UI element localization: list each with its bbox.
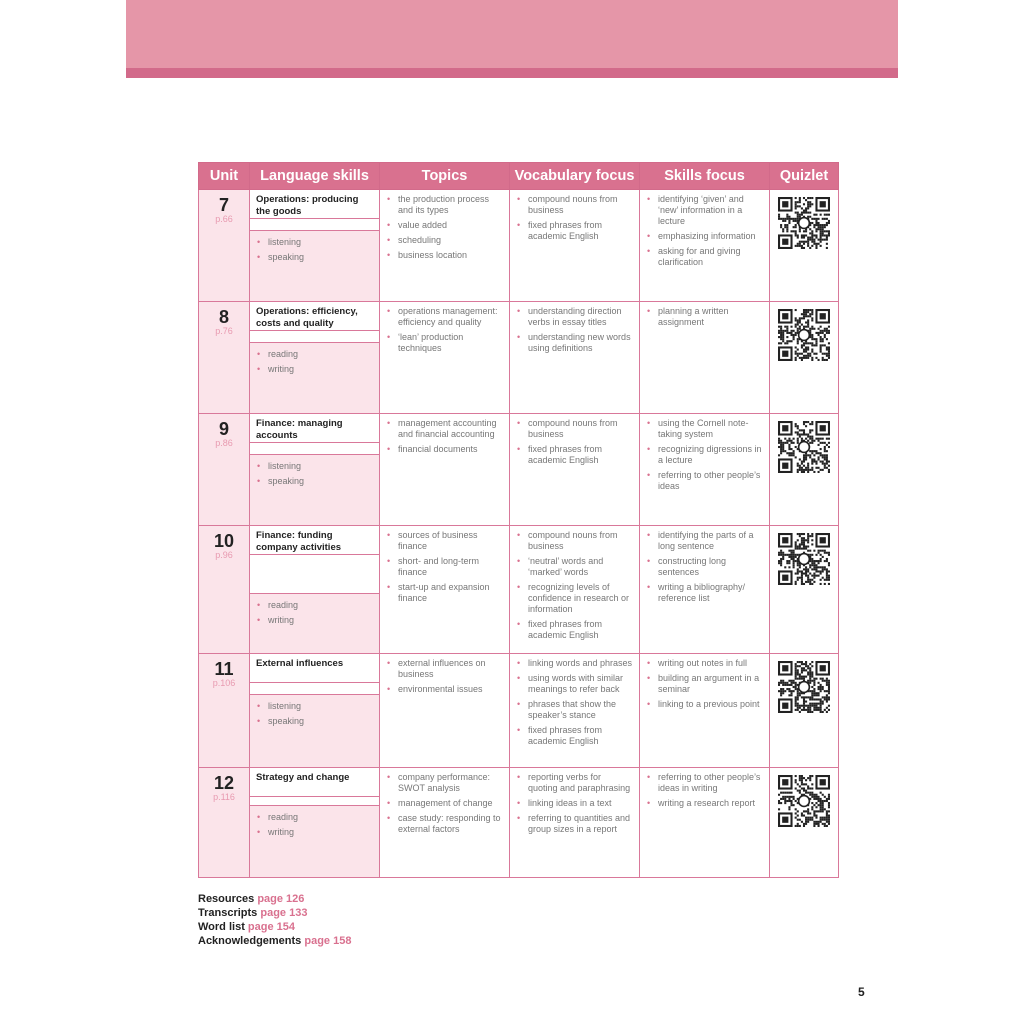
unit-row bbox=[199, 302, 839, 414]
skills-focus-item: • referring to other people’s ideas in writing bbox=[646, 772, 763, 794]
resources-list bbox=[198, 892, 351, 948]
skills-block bbox=[250, 231, 379, 273]
vocabulary-cell bbox=[510, 768, 640, 878]
unit-cell bbox=[199, 526, 250, 654]
skills-focus-item-list bbox=[640, 654, 769, 710]
vocabulary-item: • fixed phrases from academic English bbox=[516, 725, 633, 747]
quizlet-cell bbox=[770, 768, 839, 878]
skills-focus-item: • writing a research report bbox=[646, 798, 763, 809]
skill-item: • reading bbox=[256, 349, 373, 360]
resource-label: Word list bbox=[198, 921, 245, 933]
skills-focus-item-list bbox=[640, 526, 769, 604]
vocabulary-item-list bbox=[510, 526, 639, 641]
vocabulary-item: • recognizing levels of confidence in research or information bbox=[516, 582, 633, 615]
header-vocabulary-focus: Vocabulary focus bbox=[510, 163, 640, 190]
resource-page-link[interactable]: page 158 bbox=[304, 935, 352, 947]
skill-item-list bbox=[256, 237, 373, 263]
unit-page-ref: p.76 bbox=[215, 326, 233, 336]
topic-item-list bbox=[380, 190, 509, 261]
topic-item: • external influences on business bbox=[386, 658, 503, 680]
topic-item: • management accounting and financial accounting bbox=[386, 418, 503, 440]
language-skills-cell bbox=[250, 302, 380, 414]
topic-item: • case study: responding to external factors bbox=[386, 813, 503, 835]
skill-item: • listening bbox=[256, 237, 373, 248]
resource-label: Transcripts bbox=[198, 907, 258, 919]
skill-item-list bbox=[256, 701, 373, 727]
vocabulary-item: • compound nouns from business bbox=[516, 418, 633, 440]
topic-item-list bbox=[380, 414, 509, 455]
skill-item: • listening bbox=[256, 461, 373, 472]
resource-page-link[interactable]: page 126 bbox=[257, 893, 305, 905]
topic-item: • the production process and its types bbox=[386, 194, 503, 216]
vocabulary-item: • linking words and phrases bbox=[516, 658, 633, 669]
skills-focus-item-list bbox=[640, 190, 769, 268]
skills-focus-item: • identifying the parts of a long sentence bbox=[646, 530, 763, 552]
unit-row bbox=[199, 526, 839, 654]
topics-cell bbox=[380, 414, 510, 526]
language-skills-cell bbox=[250, 414, 380, 526]
skills-focus-item: • planning a written assignment bbox=[646, 306, 763, 328]
skills-focus-cell bbox=[640, 768, 770, 878]
skills-focus-item: • referring to other people’s ideas bbox=[646, 470, 763, 492]
unit-cell bbox=[199, 414, 250, 526]
quizlet-cell bbox=[770, 302, 839, 414]
quizlet-cell bbox=[770, 526, 839, 654]
skills-focus-item-list bbox=[640, 768, 769, 809]
resource-label: Resources bbox=[198, 893, 255, 905]
skills-focus-item: • using the Cornell note-taking system bbox=[646, 418, 763, 440]
quizlet-cell bbox=[770, 414, 839, 526]
resource-page-link[interactable]: page 133 bbox=[260, 907, 308, 919]
vocabulary-item: • reporting verbs for quoting and paraphrasing bbox=[516, 772, 633, 794]
unit-title: Finance: managing accounts bbox=[250, 414, 379, 443]
vocabulary-item: • understanding direction verbs in essay titles bbox=[516, 306, 633, 328]
language-skills-cell bbox=[250, 190, 380, 302]
qr-code-icon[interactable] bbox=[778, 533, 830, 585]
resource-line bbox=[198, 920, 351, 934]
topics-cell bbox=[380, 654, 510, 768]
unit-title: Operations: producing the goods bbox=[250, 190, 379, 219]
skill-item: • speaking bbox=[256, 252, 373, 263]
unit-title: Finance: funding company activities bbox=[250, 526, 379, 555]
vocabulary-item: • phrases that show the speaker’s stance bbox=[516, 699, 633, 721]
resource-line bbox=[198, 892, 351, 906]
unit-number: 11 bbox=[214, 659, 234, 679]
vocabulary-item: • linking ideas in a text bbox=[516, 798, 633, 809]
unit-number: 10 bbox=[213, 531, 235, 551]
resource-line bbox=[198, 934, 351, 948]
unit-cell bbox=[199, 654, 250, 768]
header-topics: Topics bbox=[380, 163, 510, 190]
topic-item: • financial documents bbox=[386, 444, 503, 455]
unit-number: 7 bbox=[218, 195, 229, 215]
topic-item-list bbox=[380, 654, 509, 695]
quizlet-cell bbox=[770, 190, 839, 302]
topic-item: • start-up and expansion finance bbox=[386, 582, 503, 604]
vocabulary-item-list bbox=[510, 414, 639, 466]
topic-item: • scheduling bbox=[386, 235, 503, 246]
skills-focus-cell bbox=[640, 190, 770, 302]
topic-item: • value added bbox=[386, 220, 503, 231]
header-stripe bbox=[126, 68, 898, 78]
skills-focus-item: • building an argument in a seminar bbox=[646, 673, 763, 695]
vocabulary-item: • using words with similar meanings to refer back bbox=[516, 673, 633, 695]
topic-item: • sources of business finance bbox=[386, 530, 503, 552]
unit-cell bbox=[199, 302, 250, 414]
vocabulary-cell bbox=[510, 654, 640, 768]
skill-item: • speaking bbox=[256, 476, 373, 487]
language-skills-cell bbox=[250, 526, 380, 654]
unit-row bbox=[199, 768, 839, 878]
skills-focus-cell bbox=[640, 302, 770, 414]
unit-page-ref: p.66 bbox=[215, 214, 233, 224]
unit-row bbox=[199, 654, 839, 768]
skills-block bbox=[250, 594, 379, 636]
unit-title-spacer bbox=[250, 555, 379, 594]
vocabulary-item: • fixed phrases from academic English bbox=[516, 619, 633, 641]
skill-item: • writing bbox=[256, 827, 373, 838]
header-skills-focus: Skills focus bbox=[640, 163, 770, 190]
topic-item: • ‘lean’ production techniques bbox=[386, 332, 503, 354]
qr-code-icon[interactable] bbox=[778, 309, 830, 361]
unit-title-spacer bbox=[250, 443, 379, 455]
header-unit: Unit bbox=[199, 163, 250, 190]
contents-table bbox=[198, 162, 839, 878]
vocabulary-item: • fixed phrases from academic English bbox=[516, 220, 633, 242]
vocabulary-item: • referring to quantities and group sizes in a report bbox=[516, 813, 633, 835]
skill-item: • reading bbox=[256, 600, 373, 611]
skill-item: • reading bbox=[256, 812, 373, 823]
unit-title-spacer bbox=[250, 683, 379, 695]
topic-item: • business location bbox=[386, 250, 503, 261]
unit-title-spacer bbox=[250, 797, 379, 806]
qr-code-icon[interactable] bbox=[778, 197, 830, 249]
skills-block bbox=[250, 806, 379, 848]
vocabulary-cell bbox=[510, 190, 640, 302]
unit-title: External influences bbox=[250, 654, 379, 683]
qr-code-icon[interactable] bbox=[778, 775, 830, 827]
unit-title: Operations: efficiency, costs and quality bbox=[250, 302, 379, 331]
skills-focus-item: • writing a bibliography/ reference list bbox=[646, 582, 763, 604]
skills-focus-cell bbox=[640, 654, 770, 768]
vocabulary-item-list bbox=[510, 768, 639, 835]
resource-line bbox=[198, 906, 351, 920]
unit-title-spacer bbox=[250, 331, 379, 343]
unit-page-ref: p.106 bbox=[212, 678, 236, 688]
skill-item: • listening bbox=[256, 701, 373, 712]
skills-block bbox=[250, 455, 379, 497]
vocabulary-item-list bbox=[510, 654, 639, 747]
skill-item-list bbox=[256, 461, 373, 487]
skills-focus-item: • constructing long sentences bbox=[646, 556, 763, 578]
skills-block bbox=[250, 695, 379, 737]
qr-code-icon[interactable] bbox=[778, 421, 830, 473]
skill-item: • speaking bbox=[256, 716, 373, 727]
skill-item: • writing bbox=[256, 615, 373, 626]
vocabulary-item-list bbox=[510, 190, 639, 242]
header-language-skills: Language skills bbox=[250, 163, 380, 190]
skills-focus-item: • linking to a previous point bbox=[646, 699, 763, 710]
topics-cell bbox=[380, 302, 510, 414]
header-quizlet: Quizlet bbox=[770, 163, 839, 190]
skills-focus-cell bbox=[640, 526, 770, 654]
vocabulary-item: • compound nouns from business bbox=[516, 194, 633, 216]
vocabulary-cell bbox=[510, 414, 640, 526]
skills-focus-item: • recognizing digressions in a lecture bbox=[646, 444, 763, 466]
skills-focus-item-list bbox=[640, 414, 769, 492]
vocabulary-item-list bbox=[510, 302, 639, 354]
skills-focus-item: • identifying ‘given’ and ‘new’ information in a lecture bbox=[646, 194, 763, 227]
topics-cell bbox=[380, 526, 510, 654]
table-header-row bbox=[199, 163, 839, 190]
skills-focus-item-list bbox=[640, 302, 769, 328]
vocabulary-item: • fixed phrases from academic English bbox=[516, 444, 633, 466]
qr-code-icon[interactable] bbox=[778, 661, 830, 713]
unit-page-ref: p.116 bbox=[213, 792, 235, 802]
topic-item: • operations management: efficiency and quality bbox=[386, 306, 503, 328]
topics-cell bbox=[380, 768, 510, 878]
topic-item-list bbox=[380, 526, 509, 604]
language-skills-cell bbox=[250, 768, 380, 878]
unit-title-spacer bbox=[250, 219, 379, 231]
topic-item: • company performance: SWOT analysis bbox=[386, 772, 503, 794]
skills-focus-item: • asking for and giving clarification bbox=[646, 246, 763, 268]
topics-cell bbox=[380, 190, 510, 302]
skill-item-list bbox=[256, 812, 373, 838]
quizlet-cell bbox=[770, 654, 839, 768]
vocabulary-cell bbox=[510, 302, 640, 414]
vocabulary-item: • compound nouns from business bbox=[516, 530, 633, 552]
skills-focus-item: • writing out notes in full bbox=[646, 658, 763, 669]
skill-item-list bbox=[256, 349, 373, 375]
unit-number: 8 bbox=[218, 307, 229, 327]
topic-item-list bbox=[380, 768, 509, 835]
unit-page-ref: p.86 bbox=[215, 438, 233, 448]
unit-page-ref: p.96 bbox=[215, 550, 233, 560]
skill-item-list bbox=[256, 600, 373, 626]
page-number: 5 bbox=[858, 985, 865, 999]
unit-number: 12 bbox=[213, 773, 235, 793]
vocabulary-item: • understanding new words using definitions bbox=[516, 332, 633, 354]
vocabulary-cell bbox=[510, 526, 640, 654]
skills-focus-cell bbox=[640, 414, 770, 526]
unit-title: Strategy and change bbox=[250, 768, 379, 797]
language-skills-cell bbox=[250, 654, 380, 768]
resource-page-link[interactable]: page 154 bbox=[247, 921, 296, 933]
topic-item: • short- and long-term finance bbox=[386, 556, 503, 578]
unit-row bbox=[199, 414, 839, 526]
unit-cell bbox=[199, 768, 250, 878]
unit-row bbox=[199, 190, 839, 302]
vocabulary-item: • ‘neutral’ words and ‘marked’ words bbox=[516, 556, 633, 578]
skills-focus-item: • emphasizing information bbox=[646, 231, 763, 242]
unit-number: 9 bbox=[218, 419, 229, 439]
resource-label: Acknowledgements bbox=[198, 935, 302, 947]
topic-item: • environmental issues bbox=[386, 684, 503, 695]
topic-item: • management of change bbox=[386, 798, 503, 809]
skill-item: • writing bbox=[256, 364, 373, 375]
skills-block bbox=[250, 343, 379, 385]
unit-cell bbox=[199, 190, 250, 302]
topic-item-list bbox=[380, 302, 509, 354]
header-banner bbox=[126, 0, 898, 68]
